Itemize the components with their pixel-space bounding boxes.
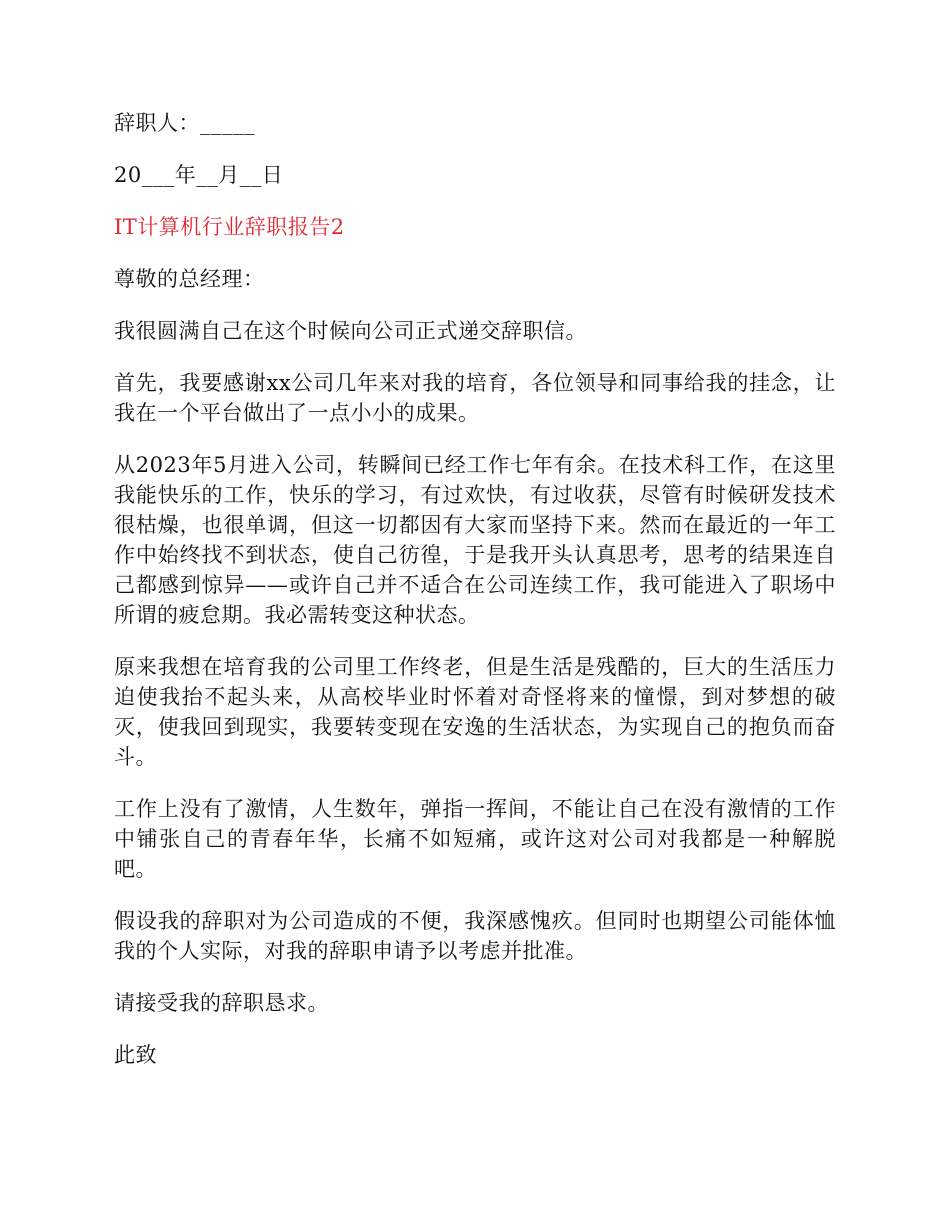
paragraph-4: 原来我想在培育我的公司里工作终老，但是生活是残酷的，巨大的生活压力迫使我抬不起头来，从高校毕业时怀着对奇怪将来的憧憬，到对梦想的破灭，使我回到现实，我要转变现在安逸的生活状态，为实现自己的抱负而奋斗。	[114, 655, 836, 769]
section-title: IT计算机行业辞职报告2	[114, 215, 345, 239]
date-line: 20___年__月__日	[114, 163, 284, 187]
signer-line: 辞职人：_____	[114, 111, 255, 135]
paragraph-5: 工作上没有了激情，人生数年，弹指一挥间，不能让自己在没有激情的工作中铺张自己的青春年华，长痛不如短痛，或许这对公司对我都是一种解脱吧。	[114, 797, 836, 881]
closing-line: 此致	[114, 1043, 157, 1067]
document-body	[114, 108, 836, 1092]
paragraph-1: 我很圆满自己在这个时候向公司正式递交辞职信。	[114, 319, 587, 343]
paragraph-2: 首先，我要感谢xx公司几年来对我的培育，各位领导和同事给我的挂念，让我在一个平台做出了一点小小的成果。	[114, 371, 836, 425]
paragraph-3: 从2023年5月进入公司，转瞬间已经工作七年有余。在技术科工作，在这里我能快乐的工作，快乐的学习，有过欢快，有过收获，尽管有时候研发技术很枯燥，也很单调，但这一切都因有大家而坚持下来。然而在最近的一年工作中始终找不到状态，使自己彷徨，于是我开头认真思考，思考的结果连自己都感到惊异——或许自己并不适合在公司连续工作，我可能进入了职场中所谓的疲怠期。我必需转变这种状态。	[114, 453, 836, 627]
salutation: 尊敬的总经理：	[114, 267, 265, 291]
paragraph-7: 请接受我的辞职恳求。	[114, 991, 329, 1015]
paragraph-6: 假设我的辞职对为公司造成的不便，我深感愧疚。但同时也期望公司能体恤我的个人实际，对我的辞职申请予以考虑并批准。	[114, 909, 836, 963]
